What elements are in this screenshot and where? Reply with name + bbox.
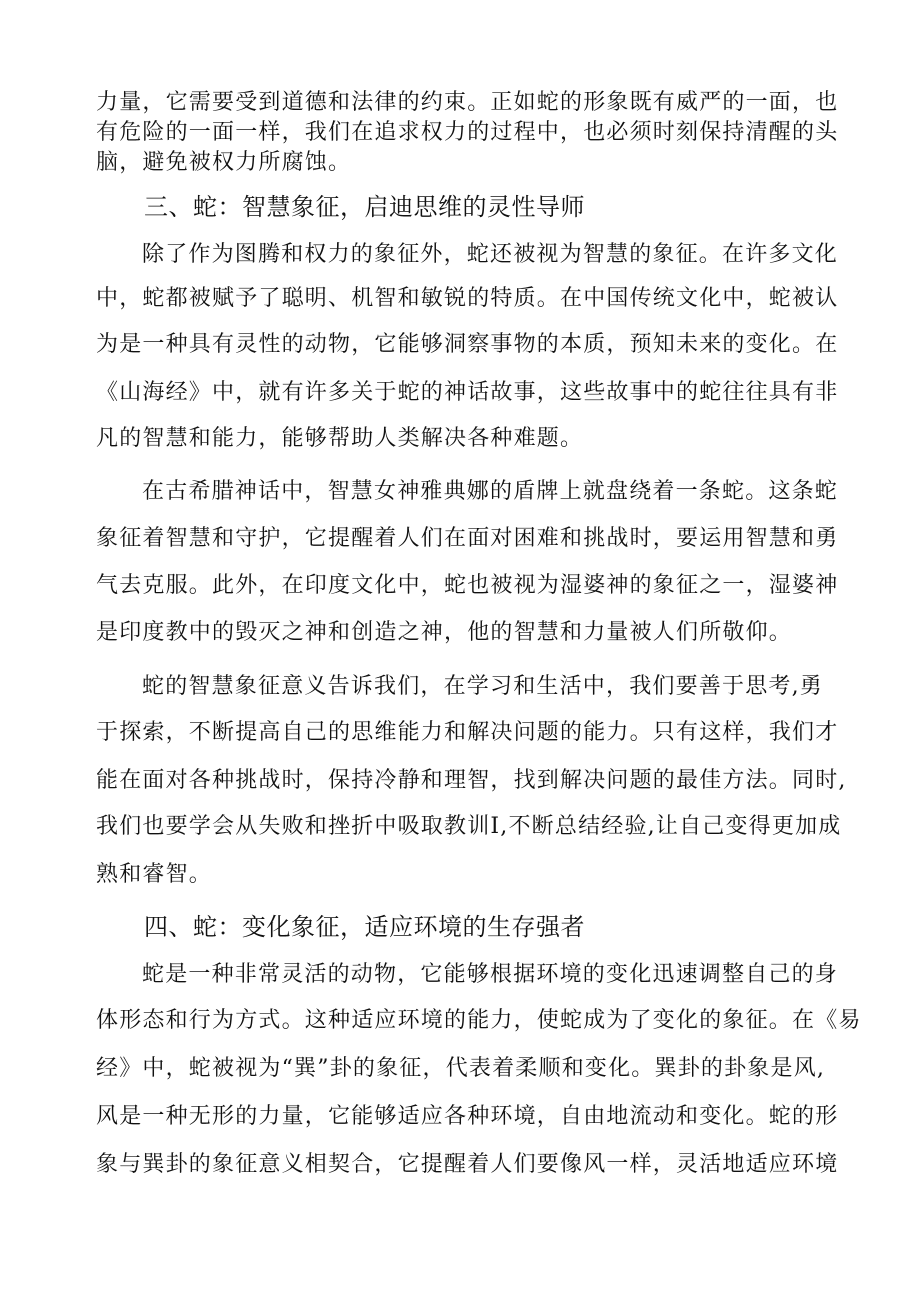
text-line: 能在面对各种挑战时，保持冷静和理智，找到解决问题的最佳方法。同时, [96,768,847,793]
text-line: 气去克服。此外，在印度文化中，蛇也被视为湿婆神的象征之一，湿婆神 [96,573,839,598]
text-line: 中，蛇都被赋予了聪明、机智和敏锐的特质。在中国传统文化中，蛇被认 [96,286,839,311]
text-line: 体形态和行为方式。这种适应环境的能力，使蛇成为了变化的象征。在《易 [96,1008,862,1033]
text-line: 除了作为图腾和权力的象征外，蛇还被视为智慧的象征。在许多文化 [142,242,839,267]
text-line: 熟和睿智。 [96,862,213,887]
text-line: 于探索，不断提高自己的思维能力和解决问题的能力。只有这样，我们才 [96,720,839,745]
text-line: 象征着智慧和守护，它提醒着人们在面对困难和挑战时，要运用智慧和勇 [96,526,839,551]
text-line: 有危险的一面一样，我们在追求权力的过程中，也必须时刻保持清醒的头 [96,120,839,145]
text-line: 力量，它需要受到道德和法律的约束。正如蛇的形象既有威严的一面，也 [96,90,839,115]
text-line: 为是一种具有灵性的动物，它能够洞察事物的本质，预知未来的变化。在 [96,332,839,357]
text-line: 脑，避免被权力所腐蚀。 [96,150,352,175]
text-line: 我们也要学会从失败和挫折中吸取教训I,不断总结经验,让自己变得更加成 [96,814,842,839]
text-line: 经》中，蛇被视为“巽”卦的象征，代表着柔顺和变化。巽卦的卦象是风, [96,1056,826,1081]
text-line: 蛇是一种非常灵活的动物，它能够根据环境的变化迅速调整自己的身 [142,962,839,987]
text-line: 蛇的智慧象征意义告诉我们，在学习和生活中，我们要善于思考,勇 [142,674,823,699]
text-line: 象与巽卦的象征意义相契合，它提醒着人们要像风一样，灵活地适应环境 [96,1152,839,1177]
text-line: 《山海经》中，就有许多关于蛇的神话故事，这些故事中的蛇往往具有非 [96,380,839,405]
text-line: 是印度教中的毁灭之神和创造之神，他的智慧和力量被人们所敬仰。 [96,620,793,645]
section-heading-4: 四、蛇：变化象征，适应环境的生存强者 [144,913,585,941]
text-line: 在古希腊神话中，智慧女神雅典娜的盾牌上就盘绕着一条蛇。这条蛇 [142,479,839,504]
text-line: 凡的智慧和能力，能够帮助人类解决各种难题。 [96,426,584,451]
text-line: 风是一种无形的力量，它能够适应各种环境，自由地流动和变化。蛇的形 [96,1104,839,1129]
section-heading-3: 三、蛇：智慧象征，启迪思维的灵性导师 [144,193,585,221]
